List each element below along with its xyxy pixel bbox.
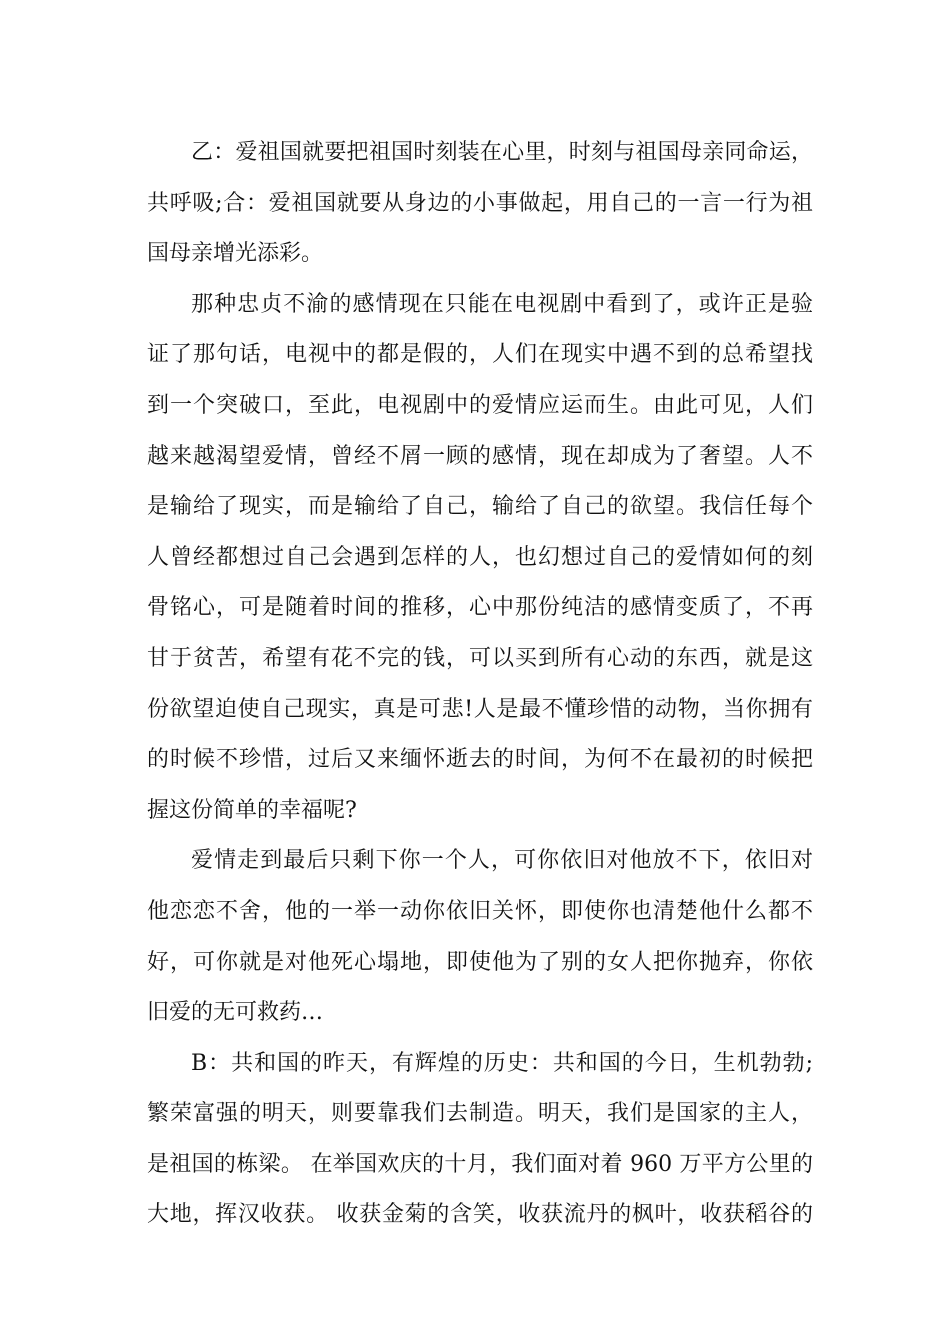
- paragraph-line: 越来越渴望爱情，曾经不屑一顾的感情，现在却成为了奢望。人不: [147, 443, 813, 469]
- paragraph-line: 共呼吸;合：爱祖国就要从身边的小事做起，用自己的一言一行为祖: [147, 190, 813, 216]
- paragraph-line: 乙：爱祖国就要把祖国时刻装在心里，时刻与祖国母亲同命运，: [191, 140, 813, 165]
- paragraph-line: 那种忠贞不渝的感情现在只能在电视剧中看到了，或许正是验: [191, 291, 813, 317]
- paragraph-line: 骨铭心，可是随着时间的推移，心中那份纯洁的感情变质了，不再: [147, 595, 813, 621]
- paragraph-line: 份欲望迫使自己现实，真是可悲!人是最不懂珍惜的动物，当你拥有: [147, 696, 813, 722]
- paragraph-line: 甘于贫苦，希望有花不完的钱，可以买到所有心动的东西，就是这: [147, 645, 813, 671]
- paragraph-line: 是祖国的栋梁。 在举国欢庆的十月，我们面对着 960 万平方公里的: [147, 1151, 813, 1177]
- paragraph-line: 握这份简单的幸福呢?: [147, 797, 357, 823]
- paragraph-line: 繁荣富强的明天，则要靠我们去制造。明天，我们是国家的主人，: [147, 1101, 813, 1127]
- paragraph-line: 大地，挥汉收获。 收获金菊的含笑，收获流丹的枫叶，收获稻谷的: [147, 1202, 813, 1228]
- paragraph-line: 好，可你就是对他死心塌地，即使他为了别的女人把你抛弃，你依: [147, 949, 813, 975]
- paragraph-line: 爱情走到最后只剩下你一个人，可你依旧对他放不下，依旧对: [191, 848, 813, 874]
- paragraph-line: B：共和国的昨天，有辉煌的历史：共和国的今日，生机勃勃;: [191, 1050, 813, 1076]
- paragraph-line: 人曾经都想过自己会遇到怎样的人，也幻想过自己的爱情如何的刻: [147, 544, 813, 570]
- paragraph-line: 国母亲增光添彩。: [147, 241, 324, 267]
- paragraph-line: 证了那句话，电视中的都是假的，人们在现实中遇不到的总希望找: [147, 342, 813, 368]
- paragraph-line: 是输给了现实，而是输给了自己，输给了自己的欲望。我信任每个: [147, 494, 813, 520]
- paragraph-line: 旧爱的无可救药…: [147, 1000, 324, 1026]
- paragraph-line: 他恋恋不舍，他的一举一动你依旧关怀，即使你也清楚他什么都不: [147, 898, 813, 924]
- paragraph-line: 到一个突破口，至此，电视剧中的爱情应运而生。由此可见，人们: [147, 392, 813, 418]
- paragraph-line: 的时候不珍惜，过后又来缅怀逝去的时间，为何不在最初的时候把: [147, 747, 813, 773]
- document-body: [147, 128, 813, 1241]
